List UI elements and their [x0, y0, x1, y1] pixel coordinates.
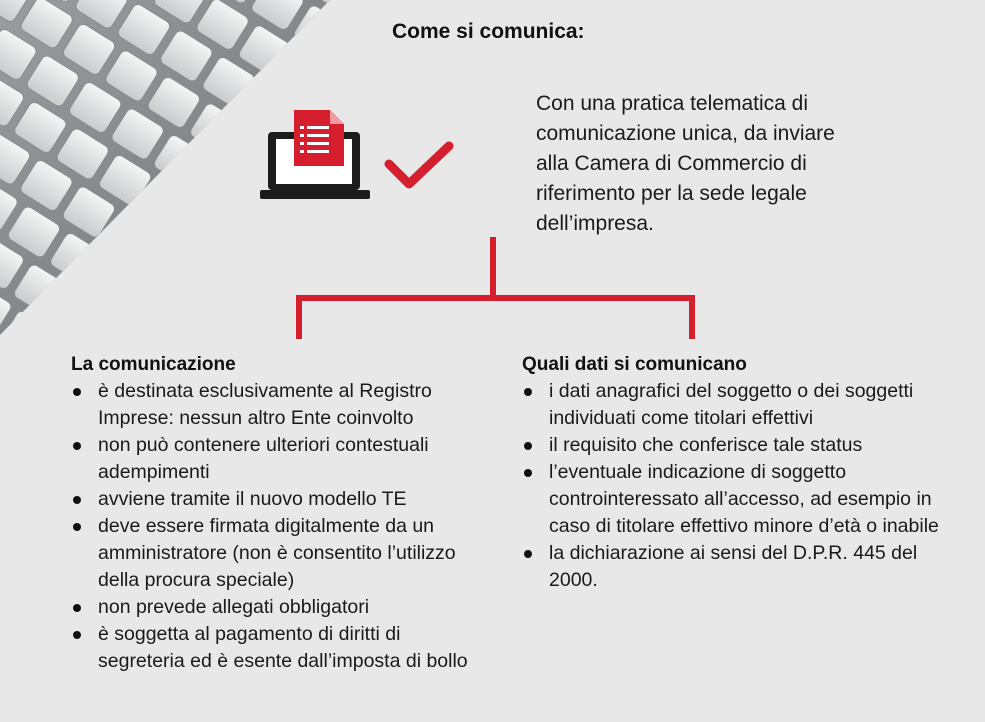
bullet-icon	[73, 631, 81, 639]
bullet-icon	[73, 442, 81, 450]
keyboard-key	[182, 206, 238, 260]
keyboard-key	[146, 238, 202, 292]
checkmark-icon	[383, 140, 455, 196]
list-item: la dichiarazione ai sensi del D.P.R. 445 del 2000.	[522, 540, 942, 594]
bullet-icon	[73, 523, 81, 531]
bullet-icon	[524, 388, 532, 396]
keyboard-key	[133, 284, 189, 335]
keyboard-key	[231, 291, 287, 335]
keyboard-key	[140, 180, 196, 234]
bullet-icon	[524, 550, 532, 558]
right-column-heading: Quali dati si comunicano	[522, 354, 747, 375]
left-column	[71, 353, 491, 675]
keyboard-key	[267, 259, 323, 313]
list-item: avviene tramite il nuovo modello TE	[71, 486, 491, 513]
list-item: non prevede allegati obbligatori	[71, 594, 491, 621]
bullet-icon	[73, 496, 81, 504]
keyboard-key	[280, 50, 330, 104]
right-bullet-list	[522, 378, 942, 594]
keyboard-key	[224, 233, 280, 287]
left-bullet-list	[71, 378, 491, 675]
list-item: l’eventuale indicazione di soggetto controinteressato all’accesso, ad esempio in caso di titolare effettivo minore d’età o inabile	[522, 459, 942, 540]
bullet-icon	[524, 442, 532, 450]
keyboard-key	[55, 289, 111, 335]
keyboard-key	[279, 213, 330, 267]
list-item: è destinata esclusivamente al Registro Imprese: nessun altro Ente coinvolto	[71, 378, 491, 432]
bullet-icon	[73, 604, 81, 612]
keyboard-key	[273, 317, 329, 335]
right-column	[522, 353, 942, 594]
bullet-icon	[73, 388, 81, 396]
list-item: i dati anagrafici del soggetto o dei soggetti individuati come titolari effettivi	[522, 378, 942, 432]
list-item: non può contenere ulteriori contestuali adempimenti	[71, 432, 491, 486]
keyboard-key	[91, 258, 147, 312]
keyboard-key	[195, 160, 251, 214]
left-column-heading: La comunicazione	[71, 354, 236, 375]
list-item: il requisito che conferisce tale status	[522, 432, 942, 459]
bullet-icon	[524, 469, 532, 477]
keyboard-key	[309, 286, 330, 335]
intro-text: Con una pratica telematica di comunicazione unica, da inviare alla Camera di Commercio di riferimento per la sede legale dell’impresa.	[536, 92, 835, 235]
list-item: deve essere firmata digitalmente da un amministratore (non è consentito l’utilizzo della procura speciale)	[71, 513, 491, 594]
page-title: Come si comunica:	[392, 20, 585, 43]
laptop-document-icon	[260, 106, 370, 202]
keyboard-key	[188, 264, 244, 318]
keyboard-key	[176, 311, 232, 335]
list-item: è soggetta al pagamento di diritti di segreteria ed è esente dall’imposta di bollo	[71, 621, 491, 675]
keyboard-key	[322, 239, 330, 293]
keyboard-key	[97, 316, 153, 335]
